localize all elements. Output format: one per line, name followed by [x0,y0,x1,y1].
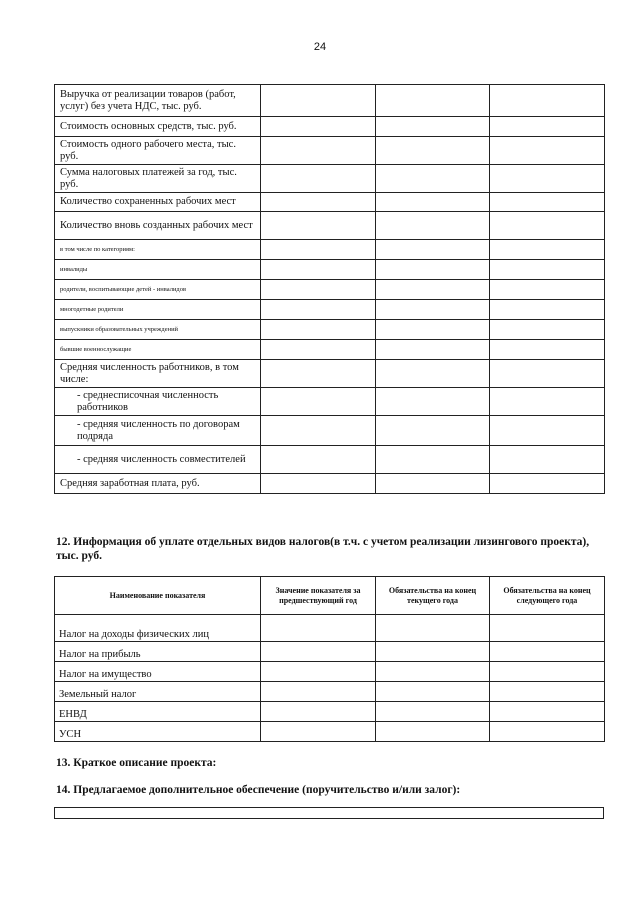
table-row [55,300,605,320]
row-label: Сумма налоговых платежей за год, тыс. руб. [55,165,261,193]
table-row [55,702,605,722]
value-cell[interactable] [490,240,605,260]
value-cell[interactable] [261,340,376,360]
value-cell[interactable] [376,193,490,212]
value-cell[interactable] [376,340,490,360]
value-cell[interactable] [376,662,490,682]
table-row [55,615,605,642]
column-header: Значение показателя за предшествующий год [261,577,376,615]
value-cell[interactable] [490,642,605,662]
row-label: - средняя численность совместителей [55,446,261,474]
value-cell[interactable] [261,722,376,742]
value-cell[interactable] [376,388,490,416]
row-label: Налог на доходы физических лиц [55,615,261,642]
taxes-table [54,576,605,742]
row-label: Налог на прибыль [55,642,261,662]
value-cell[interactable] [490,117,605,137]
value-cell[interactable] [490,722,605,742]
table-row [55,117,605,137]
value-cell[interactable] [261,300,376,320]
value-cell[interactable] [490,702,605,722]
value-cell[interactable] [490,193,605,212]
table-row [55,682,605,702]
value-cell[interactable] [490,615,605,642]
value-cell[interactable] [376,615,490,642]
value-cell[interactable] [261,193,376,212]
value-cell[interactable] [490,474,605,494]
value-cell[interactable] [490,85,605,117]
value-cell[interactable] [261,360,376,388]
table-row [55,416,605,446]
row-label: многодетные родители [55,300,261,320]
column-header: Наименование показателя [55,577,261,615]
table-row [55,212,605,240]
table-row [55,240,605,260]
table-header-row [55,577,605,615]
table-row [55,474,605,494]
table-row [55,360,605,388]
table-row [55,280,605,300]
table-row [55,722,605,742]
value-cell[interactable] [490,416,605,446]
value-cell[interactable] [261,280,376,300]
row-label: в том числе по категориям: [55,240,261,260]
value-cell[interactable] [261,117,376,137]
value-cell[interactable] [261,416,376,446]
value-cell[interactable] [490,320,605,340]
row-label: - среднесписочная численность работников [55,388,261,416]
value-cell[interactable] [376,165,490,193]
value-cell[interactable] [376,212,490,240]
value-cell[interactable] [490,388,605,416]
section-13-heading: 13. Краткое описание проекта: [56,757,217,769]
value-cell[interactable] [261,446,376,474]
value-cell[interactable] [490,300,605,320]
value-cell[interactable] [376,137,490,165]
section-12-heading: 12. Информация об уплате отдельных видов налогов(в т.ч. с учетом реализации лизингового проекта), тыс. руб. [56,536,590,562]
row-label: - средняя численность по договорам подряда [55,416,261,446]
table-row [55,340,605,360]
row-label: родители, воспитывающие детей - инвалидов [55,280,261,300]
value-cell[interactable] [261,212,376,240]
value-cell[interactable] [261,85,376,117]
row-label: Налог на имущество [55,662,261,682]
value-cell[interactable] [490,165,605,193]
section-14-heading: 14. Предлагаемое дополнительное обеспечение (поручительство и/или залог): [56,784,461,796]
table-row [55,446,605,474]
value-cell[interactable] [376,722,490,742]
value-cell[interactable] [376,260,490,280]
row-label: Выручка от реализации товаров (работ, услуг) без учета НДС, тыс. руб. [55,85,261,117]
value-cell[interactable] [261,320,376,340]
row-label: Стоимость одного рабочего места, тыс. руб. [55,137,261,165]
row-label: ЕНВД [55,702,261,722]
table-row [55,260,605,280]
value-cell[interactable] [376,446,490,474]
value-cell[interactable] [261,240,376,260]
row-label: Количество сохраненных рабочих мест [55,193,261,212]
column-header: Обязательства на конец следующего года [490,577,605,615]
value-cell[interactable] [261,642,376,662]
row-label: Количество вновь созданных рабочих мест [55,212,261,240]
value-cell[interactable] [376,416,490,446]
table-row [55,137,605,165]
value-cell[interactable] [376,360,490,388]
value-cell[interactable] [490,137,605,165]
row-label: Земельный налог [55,682,261,702]
value-cell[interactable] [490,682,605,702]
value-cell[interactable] [261,165,376,193]
row-label: Средняя заработная плата, руб. [55,474,261,494]
table-row [55,193,605,212]
table-row [55,642,605,662]
value-cell[interactable] [376,240,490,260]
row-label: выпускники образовательных учреждений [55,320,261,340]
value-cell[interactable] [376,474,490,494]
value-cell[interactable] [490,212,605,240]
table-row [55,85,605,117]
row-label: Средняя численность работников, в том числе: [55,360,261,388]
value-cell[interactable] [490,360,605,388]
value-cell[interactable] [376,682,490,702]
value-cell[interactable] [490,260,605,280]
collateral-input-box[interactable] [54,807,604,819]
value-cell[interactable] [376,280,490,300]
value-cell[interactable] [490,280,605,300]
value-cell[interactable] [261,137,376,165]
value-cell[interactable] [261,702,376,722]
table-row [55,165,605,193]
indicators-table [54,84,605,494]
value-cell[interactable] [490,446,605,474]
row-label: инвалиды [55,260,261,280]
value-cell[interactable] [376,702,490,722]
table-row [55,320,605,340]
value-cell[interactable] [376,320,490,340]
value-cell[interactable] [261,682,376,702]
row-label: УСН [55,722,261,742]
page-number: 24 [313,41,327,53]
value-cell[interactable] [490,340,605,360]
value-cell[interactable] [261,388,376,416]
value-cell[interactable] [261,662,376,682]
value-cell[interactable] [261,615,376,642]
value-cell[interactable] [376,642,490,662]
value-cell[interactable] [261,260,376,280]
row-label: Стоимость основных средств, тыс. руб. [55,117,261,137]
value-cell[interactable] [376,85,490,117]
value-cell[interactable] [376,300,490,320]
value-cell[interactable] [261,474,376,494]
row-label: бывшие военнослужащие [55,340,261,360]
column-header: Обязательства на конец текущего года [376,577,490,615]
value-cell[interactable] [376,117,490,137]
value-cell[interactable] [490,662,605,682]
table-row [55,388,605,416]
table-row [55,662,605,682]
